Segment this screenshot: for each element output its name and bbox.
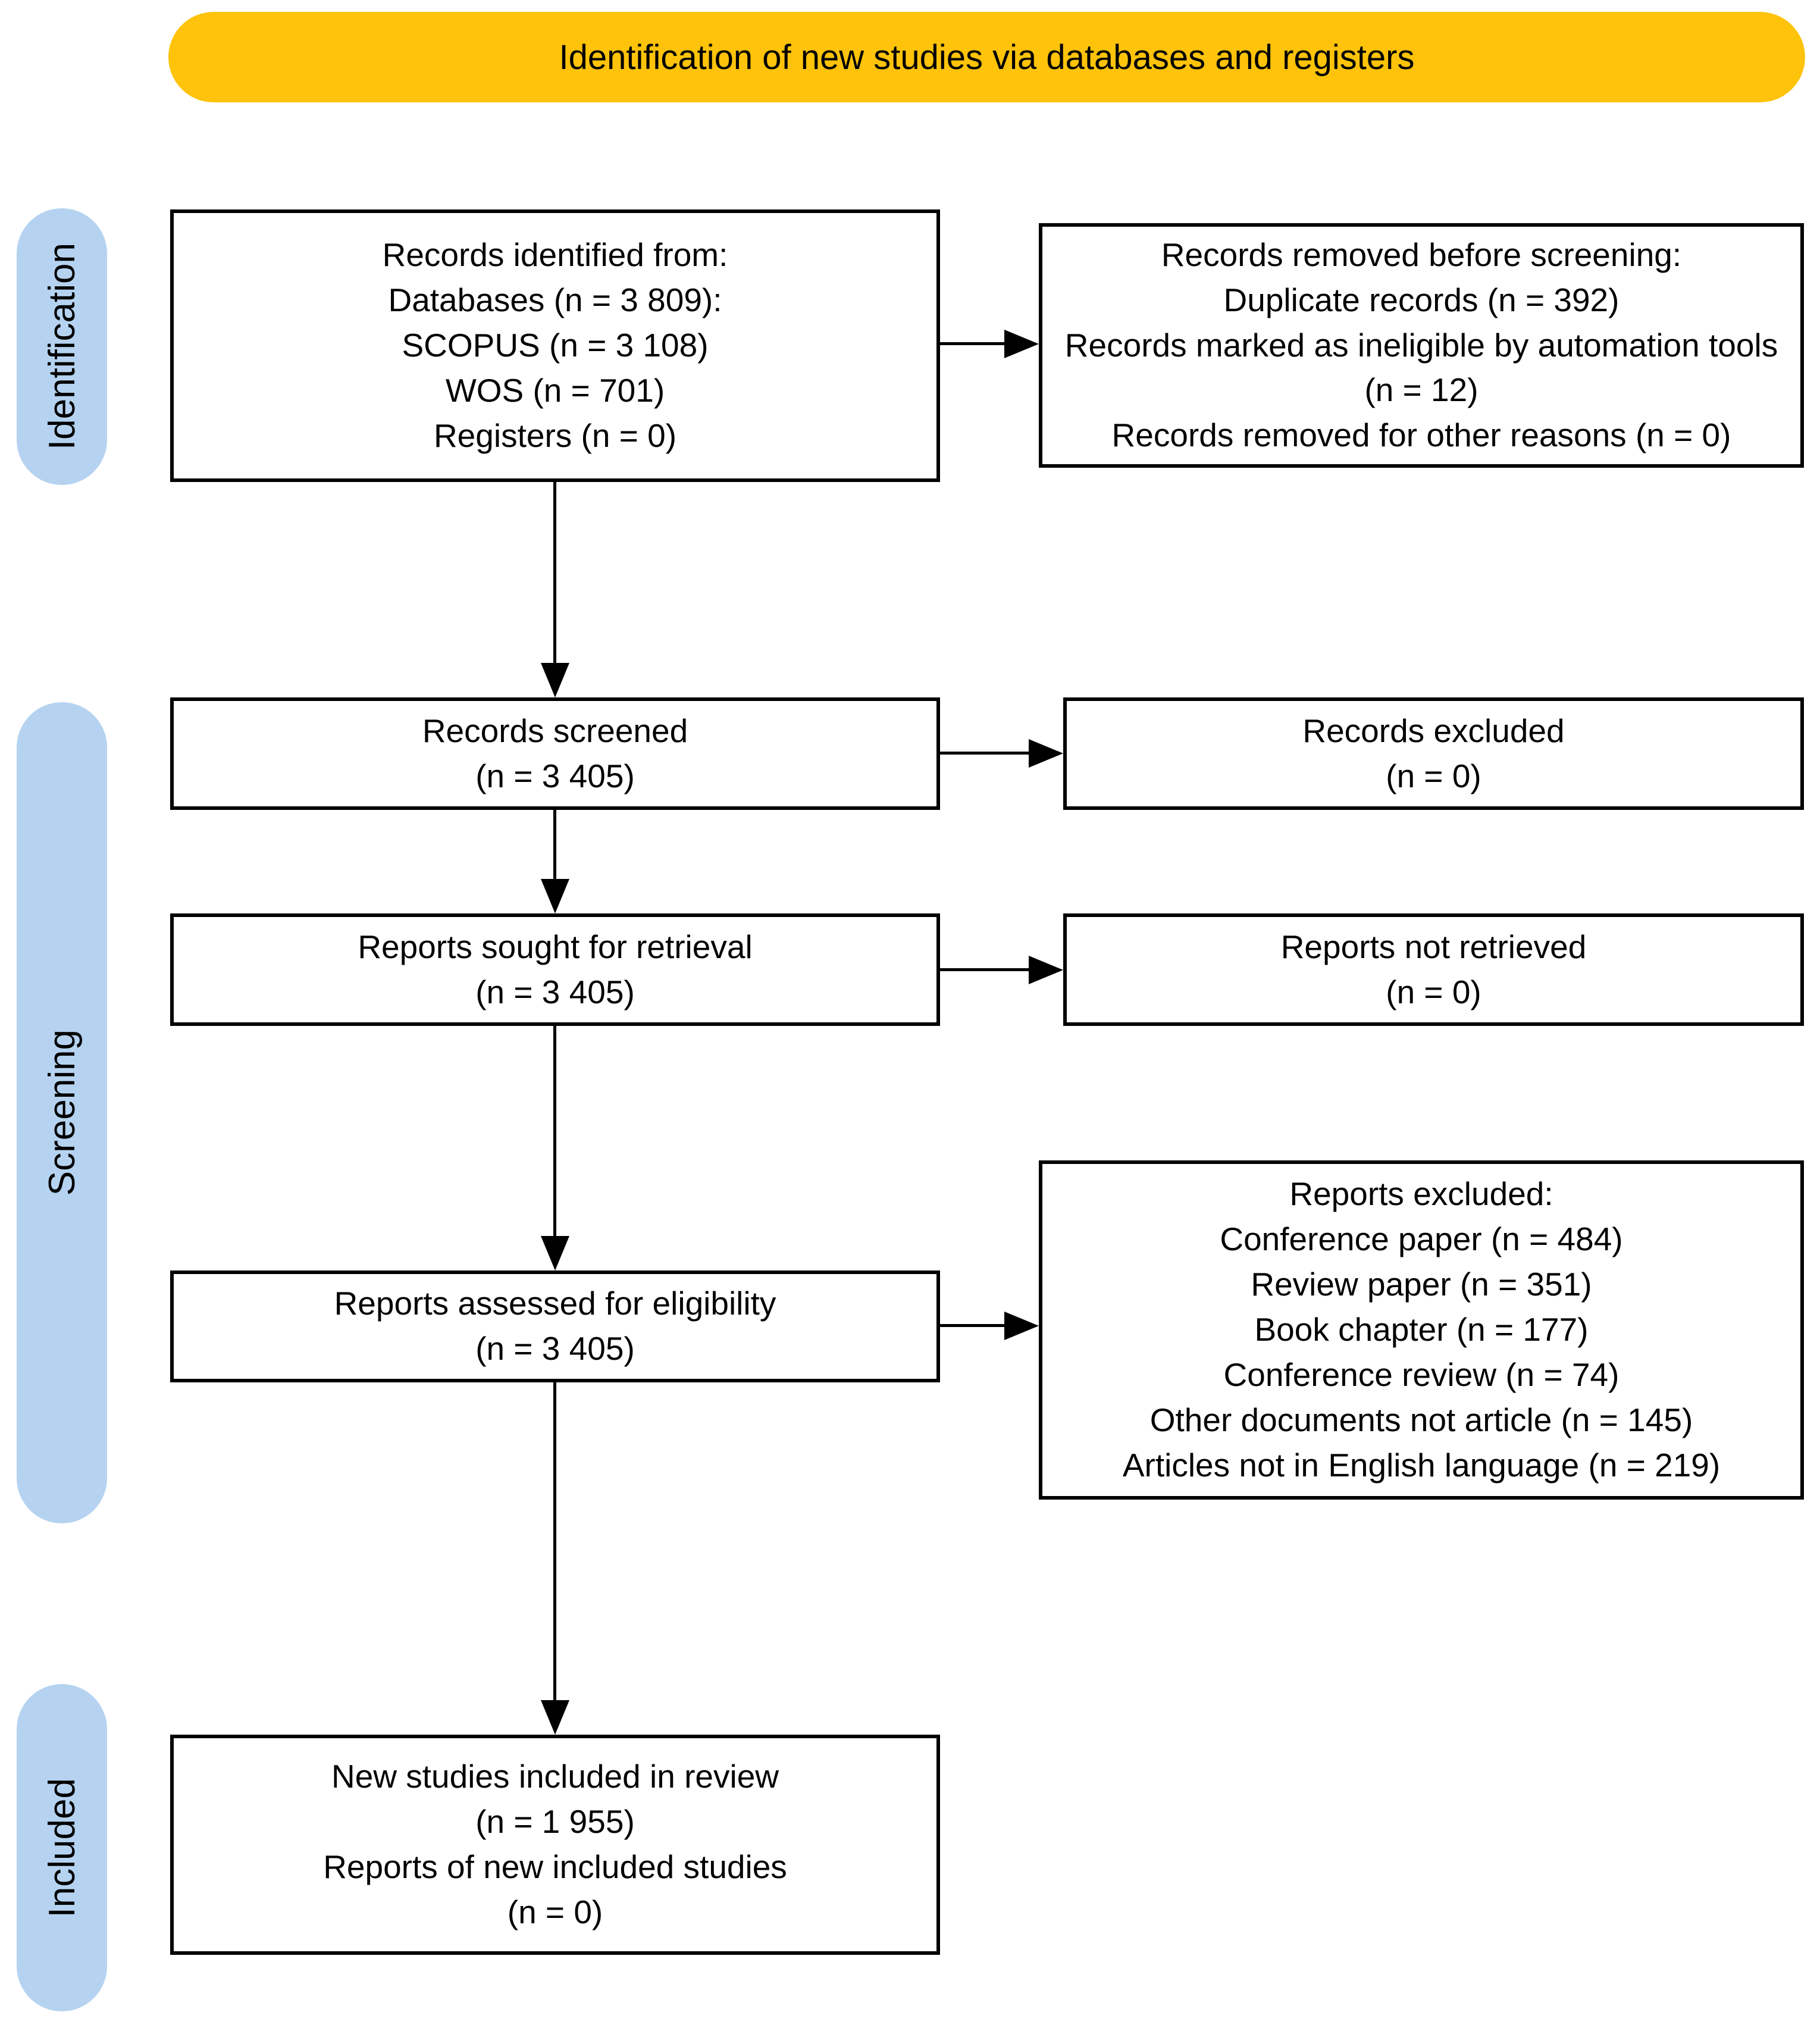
- box-line: Databases (n = 3 809):: [388, 281, 722, 319]
- arrow-right-icon: [1029, 739, 1063, 768]
- box-line: Records excluded: [1302, 712, 1565, 749]
- box-reports-assessed-for-eligibility: [170, 1270, 940, 1382]
- flow-arrow-line-identified-to-screened: [553, 482, 556, 663]
- box-line: Conference review (n = 74): [1223, 1356, 1619, 1393]
- stage-label-identification-text: Identification: [41, 243, 83, 450]
- box-new-studies-included: [170, 1735, 940, 1955]
- box-line: Reports excluded:: [1289, 1175, 1553, 1213]
- stage-label-included-text: Included: [41, 1777, 83, 1918]
- box-line: Records identified from:: [382, 236, 728, 274]
- box-line: Duplicate records (n = 392): [1223, 281, 1619, 318]
- box-line: Conference paper (n = 484): [1220, 1221, 1623, 1258]
- box-line: (n = 3 405): [475, 1330, 635, 1367]
- box-line: (n = 0): [507, 1893, 603, 1930]
- stage-label-identification: [17, 208, 107, 485]
- arrow-right-icon: [1004, 330, 1039, 358]
- box-line: (n = 3 405): [475, 757, 635, 794]
- box-reports-not-retrieved: [1063, 913, 1804, 1026]
- box-line: (n = 0): [1386, 973, 1481, 1010]
- box-line: Records removed before screening:: [1161, 236, 1682, 273]
- flow-arrow-line-sought-to-not-retrieved: [940, 968, 1029, 971]
- box-line: Articles not in English language (n = 219): [1122, 1446, 1721, 1484]
- flow-arrow-line-screened-to-sought: [553, 810, 556, 879]
- flow-arrow-line-identified-to-removed: [940, 342, 1004, 345]
- box-line: Records screened: [422, 712, 688, 749]
- box-line: Registers (n = 0): [433, 417, 677, 454]
- box-records-screened: [170, 697, 940, 810]
- box-line: Reports not retrieved: [1280, 928, 1587, 965]
- box-line: (n = 3 405): [475, 973, 635, 1010]
- flow-arrow-line-assessed-to-reports-excluded: [940, 1324, 1004, 1327]
- flow-arrow-line-sought-to-assessed: [553, 1026, 556, 1236]
- box-line: New studies included in review: [331, 1758, 779, 1795]
- stage-label-screening-text: Screening: [41, 1029, 83, 1196]
- box-records-identified: [170, 209, 940, 482]
- arrow-down-icon: [541, 879, 569, 913]
- box-reports-sought-for-retrieval: [170, 913, 940, 1026]
- banner-label: Identification of new studies via databases and registers: [559, 37, 1415, 77]
- box-line: Records marked as ineligible by automation tools (n = 12): [1064, 326, 1778, 409]
- box-reports-excluded: [1039, 1160, 1804, 1500]
- box-line: Records removed for other reasons (n = 0): [1111, 417, 1731, 454]
- box-records-removed-before-screening: [1039, 223, 1804, 468]
- box-line: Other documents not article (n = 145): [1149, 1401, 1693, 1438]
- arrow-right-icon: [1029, 956, 1063, 984]
- box-line: Book chapter (n = 177): [1254, 1311, 1589, 1348]
- flow-arrow-line-assessed-to-included: [553, 1382, 556, 1700]
- box-line: SCOPUS (n = 3 108): [402, 327, 709, 364]
- arrow-down-icon: [541, 663, 569, 697]
- stage-label-included: [17, 1684, 107, 2011]
- arrow-down-icon: [541, 1700, 569, 1735]
- box-line: WOS (n = 701): [445, 371, 665, 409]
- stage-label-screening: [17, 702, 107, 1523]
- arrow-down-icon: [541, 1236, 569, 1270]
- box-line: Review paper (n = 351): [1251, 1266, 1592, 1303]
- flow-arrow-line-screened-to-excluded: [940, 752, 1029, 755]
- box-records-excluded: [1063, 697, 1804, 810]
- arrow-right-icon: [1004, 1312, 1039, 1340]
- box-line: Reports assessed for eligibility: [334, 1285, 776, 1322]
- box-line: Reports sought for retrieval: [358, 928, 753, 965]
- banner-identification-via-databases: [168, 12, 1805, 102]
- box-line: Reports of new included studies: [323, 1848, 787, 1885]
- box-line: (n = 0): [1386, 757, 1481, 794]
- box-line: (n = 1 955): [475, 1803, 635, 1841]
